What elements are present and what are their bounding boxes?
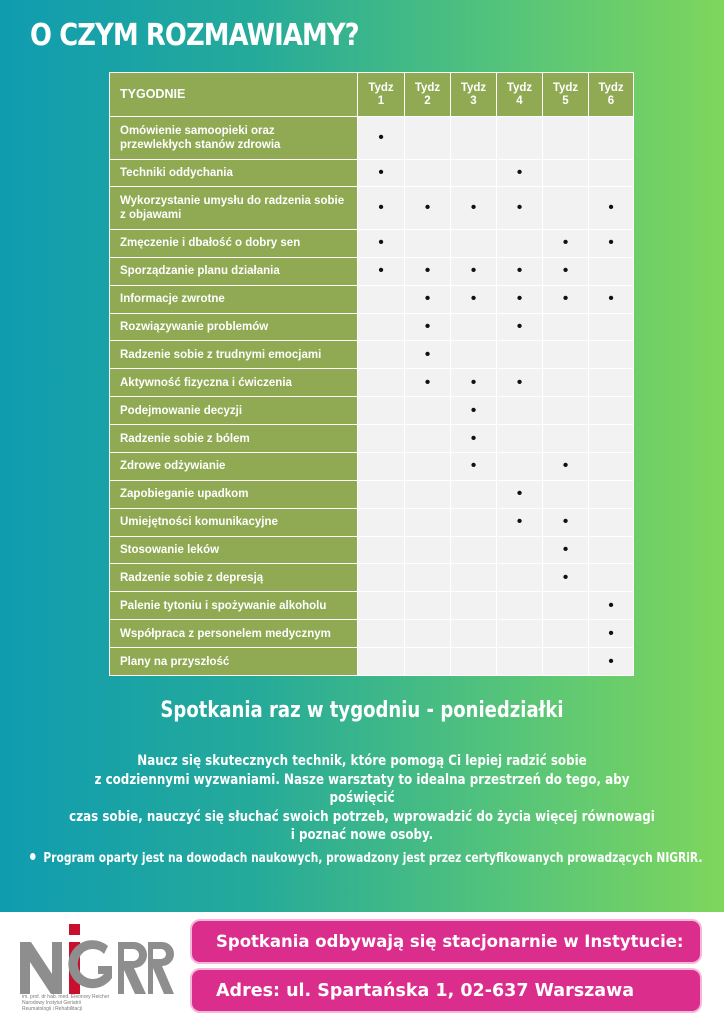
topic-label: Zdrowe odżywianie xyxy=(110,452,358,480)
week-cell xyxy=(451,187,497,230)
topic-label: Sporządzanie planu działania xyxy=(110,257,358,285)
week-cell xyxy=(497,648,543,676)
week-cell xyxy=(589,159,634,187)
week-cell xyxy=(497,117,543,160)
session-marker-icon: • xyxy=(562,568,569,586)
topic-label: Zmęczenie i dbałość o dobry sen xyxy=(110,229,358,257)
week-cell xyxy=(497,187,543,230)
logo-institute-name: im. prof. dr hab. med. Eleonory Reicher Narodowy Instytut Geriatrii Reumatologii i Rehabilitacji xyxy=(22,994,110,1012)
session-marker-icon: • xyxy=(470,401,477,419)
week-cell xyxy=(405,159,451,187)
week-cell xyxy=(405,452,451,480)
topic-label: Radzenie sobie z bólem xyxy=(110,425,358,453)
session-marker-icon: • xyxy=(608,624,614,642)
week-cell xyxy=(543,117,589,160)
week-cell xyxy=(451,257,497,285)
week-cell xyxy=(497,159,543,187)
week-cell xyxy=(405,536,451,564)
week-cell xyxy=(543,508,589,536)
week-cell xyxy=(358,313,405,341)
session-marker-icon: • xyxy=(516,485,523,503)
week-cell xyxy=(451,159,497,187)
week-cell xyxy=(543,536,589,564)
session-marker-icon: • xyxy=(424,318,431,336)
description-line: z codziennymi wyzwaniami. Nasze warsztaty to idealna przestrzeń do tego, aby poświęcić xyxy=(94,771,630,806)
session-marker-icon: • xyxy=(470,373,477,391)
week-cell xyxy=(358,285,405,313)
session-marker-icon: • xyxy=(608,234,614,252)
location-info-box: Spotkania odbywają się stacjonarnie w Instytucie: xyxy=(190,919,702,964)
session-marker-icon: • xyxy=(516,318,523,336)
week-cell xyxy=(589,425,634,453)
week-cell xyxy=(543,480,589,508)
week-cell xyxy=(451,369,497,397)
week-cell xyxy=(497,285,543,313)
week-cell xyxy=(543,397,589,425)
week-cell xyxy=(451,452,497,480)
week-cell xyxy=(358,648,405,676)
table-row xyxy=(110,341,634,369)
week-cell xyxy=(543,257,589,285)
session-marker-icon: • xyxy=(608,596,614,614)
session-marker-icon: • xyxy=(424,262,431,280)
session-marker-icon: • xyxy=(562,513,569,531)
week-cell xyxy=(358,187,405,230)
week-header: Tydz 5 xyxy=(543,73,589,117)
topic-label: Zapobieganie upadkom xyxy=(110,480,358,508)
week-cell xyxy=(405,117,451,160)
table-row xyxy=(110,452,634,480)
week-cell xyxy=(589,536,634,564)
session-marker-icon: • xyxy=(608,199,614,217)
session-marker-icon: • xyxy=(608,652,614,670)
week-cell xyxy=(543,229,589,257)
topic-label: Radzenie sobie z trudnymi emocjami xyxy=(110,341,358,369)
week-cell xyxy=(405,592,451,620)
week-cell xyxy=(358,397,405,425)
week-cell xyxy=(358,341,405,369)
topic-label: Stosowanie leków xyxy=(110,536,358,564)
session-marker-icon: • xyxy=(516,290,523,308)
week-cell xyxy=(589,648,634,676)
week-cell xyxy=(497,480,543,508)
table-row xyxy=(110,187,634,230)
topic-label: Wykorzystanie umysłu do radzenia sobie z objawami xyxy=(110,187,358,230)
topic-label: Palenie tytoniu i spożywanie alkoholu xyxy=(110,592,358,620)
topic-label: Podejmowanie decyzji xyxy=(110,397,358,425)
week-header: Tydz 4 xyxy=(497,73,543,117)
week-cell xyxy=(358,159,405,187)
page-title: O CZYM ROZMAWIAMY? xyxy=(30,18,359,53)
week-cell xyxy=(358,480,405,508)
table-row xyxy=(110,257,634,285)
week-cell xyxy=(497,564,543,592)
table-row xyxy=(110,480,634,508)
topic-label: Plany na przyszłość xyxy=(110,648,358,676)
week-cell xyxy=(358,508,405,536)
session-marker-icon: • xyxy=(424,290,431,308)
description-paragraph xyxy=(65,752,659,845)
topic-label: Aktywność fizyczna i ćwiczenia xyxy=(110,369,358,397)
week-cell xyxy=(358,229,405,257)
topic-label: Informacje zwrotne xyxy=(110,285,358,313)
week-cell xyxy=(358,536,405,564)
description-line: Naucz się skutecznych technik, które pomogą Ci lepiej radzić sobie xyxy=(137,753,587,769)
table-row xyxy=(110,159,634,187)
session-marker-icon: • xyxy=(470,290,477,308)
week-cell xyxy=(405,564,451,592)
table-row xyxy=(110,285,634,313)
week-cell xyxy=(405,397,451,425)
session-marker-icon: • xyxy=(516,163,523,181)
table-row xyxy=(110,397,634,425)
topic-label: Współpraca z personelem medycznym xyxy=(110,620,358,648)
week-cell xyxy=(543,341,589,369)
table-row xyxy=(110,564,634,592)
session-marker-icon: • xyxy=(516,199,523,217)
session-marker-icon: • xyxy=(378,234,384,252)
week-cell xyxy=(405,369,451,397)
topic-label: Omówienie samoopieki oraz przewlekłych stanów zdrowia xyxy=(110,117,358,160)
week-cell xyxy=(451,592,497,620)
week-cell xyxy=(497,508,543,536)
session-marker-icon: • xyxy=(562,234,569,252)
week-cell xyxy=(543,369,589,397)
week-cell xyxy=(405,620,451,648)
week-cell xyxy=(358,425,405,453)
table-row xyxy=(110,592,634,620)
week-cell xyxy=(589,564,634,592)
week-cell xyxy=(405,257,451,285)
week-cell xyxy=(589,285,634,313)
table-header-row xyxy=(110,73,634,117)
bullet-icon xyxy=(30,853,36,860)
week-cell xyxy=(451,480,497,508)
week-cell xyxy=(497,397,543,425)
week-cell xyxy=(405,480,451,508)
session-marker-icon: • xyxy=(470,457,477,475)
table-row xyxy=(110,620,634,648)
session-marker-icon: • xyxy=(470,429,477,447)
week-cell xyxy=(405,341,451,369)
week-cell xyxy=(497,452,543,480)
week-cell xyxy=(405,187,451,230)
week-cell xyxy=(405,229,451,257)
topic-label: Techniki oddychania xyxy=(110,159,358,187)
session-marker-icon: • xyxy=(516,513,523,531)
week-header: Tydz 3 xyxy=(451,73,497,117)
week-cell xyxy=(405,508,451,536)
week-cell xyxy=(543,159,589,187)
week-cell xyxy=(543,620,589,648)
week-cell xyxy=(358,257,405,285)
table-row xyxy=(110,117,634,160)
week-cell xyxy=(543,187,589,230)
week-cell xyxy=(543,592,589,620)
week-cell xyxy=(405,313,451,341)
week-cell xyxy=(589,117,634,160)
session-marker-icon: • xyxy=(378,128,384,146)
week-cell xyxy=(451,620,497,648)
week-cell xyxy=(543,452,589,480)
week-cell xyxy=(451,536,497,564)
week-cell xyxy=(451,564,497,592)
table-row xyxy=(110,313,634,341)
session-marker-icon: • xyxy=(378,163,384,181)
meeting-frequency-heading: Spotkania raz w tygodniu - poniedziałki xyxy=(160,698,564,723)
table-row xyxy=(110,425,634,453)
footer xyxy=(0,912,724,1024)
address-info-box: Adres: ul. Spartańska 1, 02-637 Warszawa xyxy=(190,968,702,1013)
week-cell xyxy=(405,648,451,676)
week-cell xyxy=(497,369,543,397)
week-cell xyxy=(358,620,405,648)
topic-label: Umiejętności komunikacyjne xyxy=(110,508,358,536)
week-header: Tydz 2 xyxy=(405,73,451,117)
week-cell xyxy=(497,313,543,341)
week-cell xyxy=(589,187,634,230)
session-marker-icon: • xyxy=(378,262,384,280)
session-marker-icon: • xyxy=(378,199,384,217)
table-row xyxy=(110,229,634,257)
week-cell xyxy=(451,425,497,453)
session-marker-icon: • xyxy=(424,373,431,391)
program-note xyxy=(30,850,702,866)
table-row xyxy=(110,369,634,397)
topic-label: Rozwiązywanie problemów xyxy=(110,313,358,341)
week-cell xyxy=(543,564,589,592)
session-marker-icon: • xyxy=(562,457,569,475)
week-cell xyxy=(589,369,634,397)
week-cell xyxy=(589,229,634,257)
week-cell xyxy=(589,341,634,369)
session-marker-icon: • xyxy=(562,262,569,280)
week-header: Tydz 6 xyxy=(589,73,634,117)
week-cell xyxy=(358,564,405,592)
nigrr-logo xyxy=(18,916,178,1016)
week-cell xyxy=(497,341,543,369)
session-marker-icon: • xyxy=(470,262,477,280)
week-cell xyxy=(589,508,634,536)
week-cell xyxy=(589,452,634,480)
week-cell xyxy=(589,313,634,341)
week-cell xyxy=(451,648,497,676)
week-cell xyxy=(451,341,497,369)
program-note-text: Program oparty jest na dowodach naukowych, prowadzony jest przez certyfikowanych prowadzących NIGRiR. xyxy=(43,850,703,866)
description-line: i poznać nowe osoby. xyxy=(290,827,434,843)
session-marker-icon: • xyxy=(562,541,569,559)
week-cell xyxy=(358,117,405,160)
table-row xyxy=(110,536,634,564)
week-cell xyxy=(497,229,543,257)
week-cell xyxy=(543,648,589,676)
week-cell xyxy=(589,257,634,285)
week-cell xyxy=(451,229,497,257)
session-marker-icon: • xyxy=(562,290,569,308)
week-cell xyxy=(497,425,543,453)
week-cell xyxy=(358,592,405,620)
session-marker-icon: • xyxy=(424,199,431,217)
week-cell xyxy=(451,508,497,536)
week-header: Tydz 1 xyxy=(358,73,405,117)
session-marker-icon: • xyxy=(516,373,523,391)
week-cell xyxy=(589,397,634,425)
session-marker-icon: • xyxy=(470,199,477,217)
week-cell xyxy=(451,117,497,160)
week-cell xyxy=(543,425,589,453)
week-cell xyxy=(451,285,497,313)
description-line: czas sobie, nauczyć się słuchać swoich potrzeb, wprowadzić do życia więcej równowagi xyxy=(69,808,655,825)
session-marker-icon: • xyxy=(424,345,431,363)
week-cell xyxy=(589,480,634,508)
week-cell xyxy=(405,425,451,453)
week-cell xyxy=(451,313,497,341)
week-cell xyxy=(497,257,543,285)
week-cell xyxy=(358,452,405,480)
week-cell xyxy=(589,592,634,620)
header-weeks-label: TYGODNIE xyxy=(110,73,358,117)
week-cell xyxy=(497,592,543,620)
week-cell xyxy=(358,369,405,397)
week-cell xyxy=(405,285,451,313)
week-cell xyxy=(543,313,589,341)
week-cell xyxy=(589,620,634,648)
session-marker-icon: • xyxy=(516,262,523,280)
table-row xyxy=(110,648,634,676)
week-cell xyxy=(497,620,543,648)
topic-label: Radzenie sobie z depresją xyxy=(110,564,358,592)
table-row xyxy=(110,508,634,536)
session-marker-icon: • xyxy=(608,290,614,308)
week-cell xyxy=(451,397,497,425)
schedule-table xyxy=(109,72,633,676)
week-cell xyxy=(497,536,543,564)
week-cell xyxy=(543,285,589,313)
